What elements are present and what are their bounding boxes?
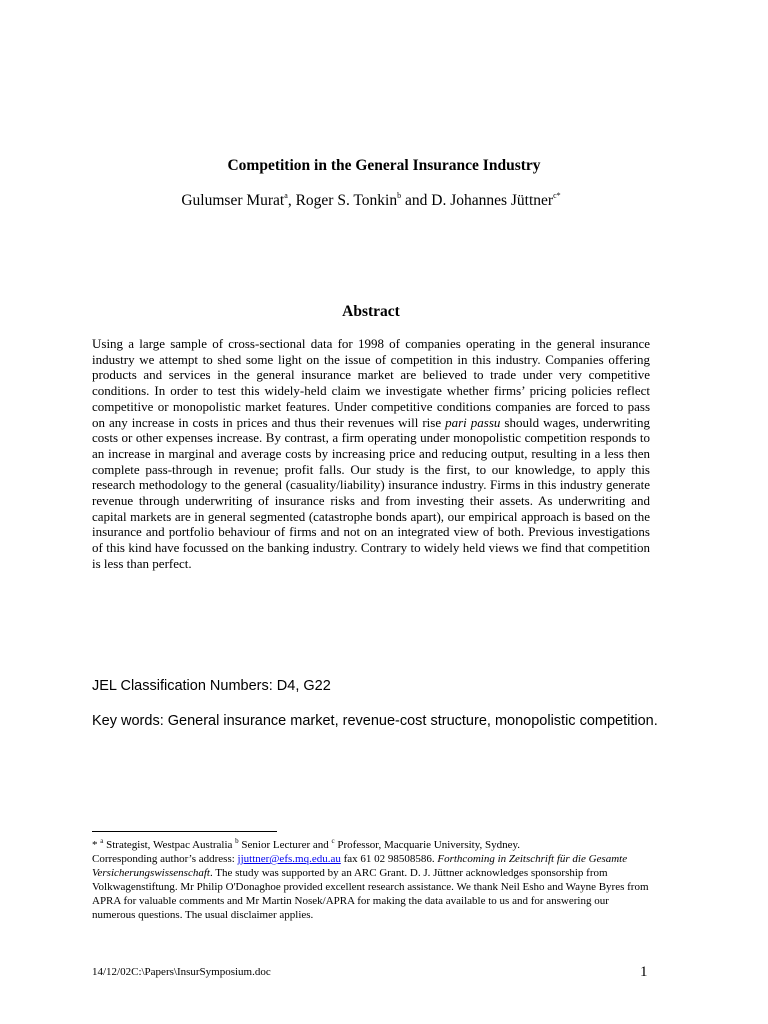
jel-classification: JEL Classification Numbers: D4, G22 bbox=[92, 678, 331, 694]
abstract-text: Using a large sample of cross-sectional data for 1998 of companies operating in the general insurance industry we attempt to shed some light on the issue of competition in this industry. Companies offering products and services in the general insurance market are believed to trade under very competitive conditions. In order to test this widely-held claim we investigate whether firms’ pricing policies reflect competitive or monopolistic market features. Under competitive conditions companies are forced to pass on any increase in costs in prices and thus their revenues will rise bbox=[92, 336, 650, 430]
footer-file-path: 14/12/02C:\Papers\InsurSymposium.doc bbox=[92, 966, 271, 978]
author-name: Roger S. Tonkin bbox=[295, 192, 398, 209]
footnote-divider bbox=[92, 831, 277, 832]
abstract-body bbox=[92, 336, 650, 572]
paper-title: Competition in the General Insurance Industry bbox=[227, 157, 541, 174]
footnote-text: fax 61 02 98508586. bbox=[340, 853, 438, 865]
footnote-text: Senior Lecturer and bbox=[238, 839, 332, 851]
author-separator: and bbox=[401, 192, 432, 209]
author-list bbox=[0, 192, 742, 210]
author-name: Gulumser Murat bbox=[181, 192, 285, 209]
footnote-marker: * bbox=[92, 839, 98, 851]
affiliation-marker: c bbox=[331, 837, 335, 845]
footnote-text: Corresponding author’s address: bbox=[92, 853, 238, 865]
footnote-text: Strategist, Westpac Australia bbox=[103, 839, 236, 851]
footnote-text: . The study was supported by an ARC Grant. D. J. Jüttner acknowledges sponsorship from Volkwagenstiftung. Mr Philip O'Donaghoe provided excellent research assistance. We thank Neil Esho and Wayne Byres from APRA for valuable comments and Mr Martin Nosek/APRA for making the data available to us and for answering our numerous questions. The usual disclaimer applies. bbox=[92, 867, 649, 921]
affiliation-marker: c* bbox=[553, 191, 561, 200]
keywords: Key words: General insurance market, revenue-cost structure, monopolistic competition. bbox=[92, 713, 658, 729]
page-number: 1 bbox=[640, 964, 648, 980]
abstract-heading: Abstract bbox=[342, 303, 400, 320]
abstract-italic-term: pari passu bbox=[445, 414, 501, 430]
email-link[interactable]: jjuttner@efs.mq.edu.au bbox=[237, 853, 341, 865]
affiliation-marker: b bbox=[235, 837, 239, 845]
author-separator: , bbox=[287, 192, 296, 209]
footnote-text: Professor, Macquarie University, Sydney. bbox=[334, 839, 521, 851]
footnote-italic: Forthcoming in Zeitschrift für die Gesamte Versicherungswissenschaft bbox=[92, 853, 628, 879]
affiliation-marker: a bbox=[284, 191, 288, 200]
abstract-text: should wages, underwriting costs or other expenses increase. By contrast, a firm operating under monopolistic competition responds to an increase in marginal and average costs by increasing price and reducing output, resulting in a less then complete pass-through in revenue; profit falls. Our study is the first, to our knowledge, to apply this research methodology to the general (casuality/liability) insurance industry. Firms in this industry generate revenue through underwriting of insurance risks and from investing their assets. As underwriting and capital markets are in general segmented (catastrophe bonds apart), our empirical approach is based on the insurance and portfolio behaviour of firms and not on an integrated view of both. Previous investigations of this kind have focussed on the banking industry. Contrary to widely held views we find that competition is less than perfect. bbox=[92, 414, 650, 571]
affiliation-marker: a bbox=[100, 837, 104, 845]
author-name: D. Johannes Jüttner bbox=[431, 192, 554, 209]
affiliation-marker: b bbox=[397, 191, 402, 200]
footnote bbox=[92, 838, 652, 922]
